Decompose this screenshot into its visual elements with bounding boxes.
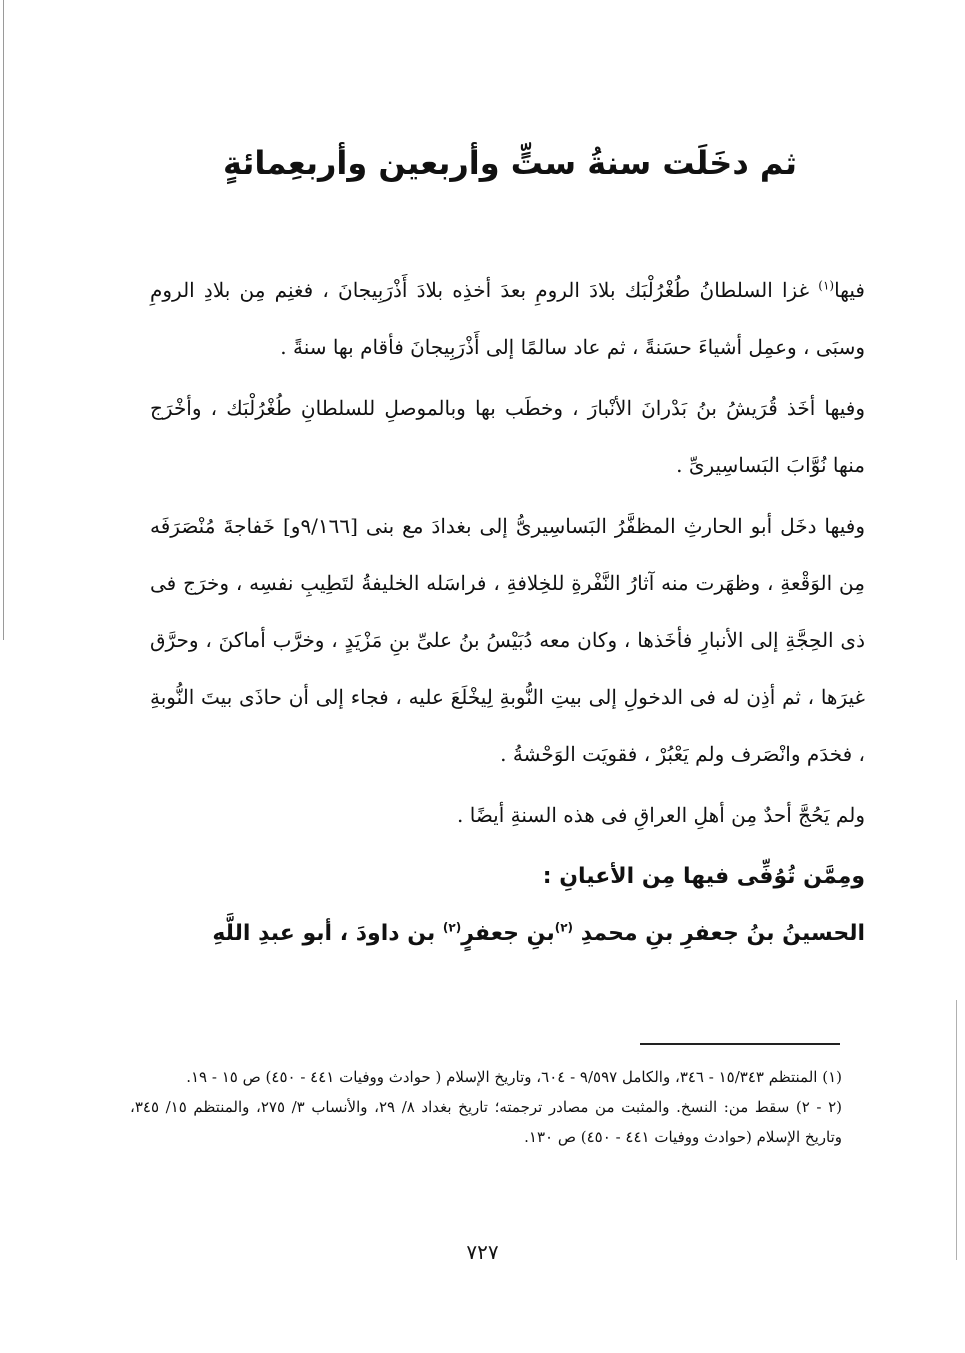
- footnote-2: (٢ - ٢) سقط من: النسخ. والمثبت من مصادر ترجمته؛ تاريخ بغداد ٨/ ٢٩، والأنساب ٣/ ٢٧٥، والمنتظم ١٥/ ٣٤٥، وتاريخ الإسلام (حوادث ووفيات ٤٤١ - ٤٥٠) ص ١٣٠.: [130, 1098, 843, 1146]
- biography-name-end: بن داودَ ، أبو عبدِ اللَّهِ: [212, 921, 443, 946]
- footnote-separator: [640, 1043, 840, 1045]
- chapter-title: ثم دخَلَت سنةُ ستٍّ وأربعين وأربعِمائةٍ: [223, 144, 797, 182]
- paragraph-1: [150, 262, 865, 376]
- scan-edge-line: [3, 0, 4, 640]
- paragraph-1-text: غزا السلطانُ طُغْرُلْبَك بلادَ الرومِ بعدَ أخذِه بلادَ أَذْرَبِيجانَ ، فغنِم مِن بلادِ الرومِ وسبَى ، وعمِل أشياءَ حسَنةً ، ثم عاد سالمًا إلى أَذْرَبِيجانَ فأقام بها سنةً .: [150, 278, 865, 359]
- biography-name-start: الحسينُ بنُ جعفرِ بنِ محمدِ: [573, 921, 865, 946]
- footnotes: [130, 1062, 842, 1152]
- page-number: ٧٢٧: [466, 1240, 499, 1264]
- scan-edge-line-right: [956, 1000, 957, 1260]
- notables-heading: ومِمَّن تُوُفِّى فيها مِن الأعيانِ :: [542, 864, 865, 889]
- main-text: [150, 262, 865, 962]
- biography-name-middle: بنِ جعفرٍ: [461, 921, 555, 946]
- paragraph-3: وفيها دخَل أبو الحارثِ المظفَّرُ البَساسِيرىُّ إلى بغدادَ مع بنى [٩/١٦٦و] خَفاجةَ مُنْصَرَفَه مِن الوَقْعةِ ، وظهَرت منه آثارُ النَّفْرةِ للخِلافةِ ، فراسَله الخليفةُ لتَطِيبِ نفسِه ، وخرَج فى ذى الحِجَّةِ إلى الأنبارِ فأخَذها ، وكان معه دُبَيْسُ بنُ علىِّ بنِ مَزْيَدٍ ، وخرَّب أماكنَ ، وحرَّق غيرَها ، ثم أذِن له فى الدخولِ إلى بيتِ النُّوبةِ لِيخْلَعَ عليه ، فجاء إلى أن حاذَى بيتَ النُّوبةِ ، فخدَم وانْصَرف ولم يَعْبُرْ ، فقويَت الوَحْشةُ .: [150, 514, 865, 766]
- biography-heading: [150, 905, 865, 962]
- footnote-marker-2-open: (٢): [554, 920, 574, 935]
- footnote-marker-1: (١): [818, 278, 835, 293]
- footnote-marker-2-close: (٢): [442, 920, 462, 935]
- paragraph-1-lead: فيها: [834, 278, 865, 302]
- paragraph-4: ولم يَحُجَّ أحدٌ مِن أهلِ العراقِ فى هذه السنةِ أيضًا .: [457, 803, 865, 827]
- paragraph-2: وفيها أخَذ قُرَيشُ بنُ بَدْرانَ الأنْبارَ ، وخطَب بها وبالموصلِ للسلطانِ طُغْرُلْبَك ، وأخْرَج منها نُوَّابَ البَساسِيرىِّ .: [150, 396, 865, 477]
- footnote-1: (١) المنتظم ١٥/٣٤٣ - ٣٤٦، والكامل ٩/٥٩٧ - ٦٠٤، وتاريخ الإسلام ( حوادث ووفيات ٤٤١ - ٤٥٠) ص ١٥ - ١٩.: [186, 1068, 842, 1086]
